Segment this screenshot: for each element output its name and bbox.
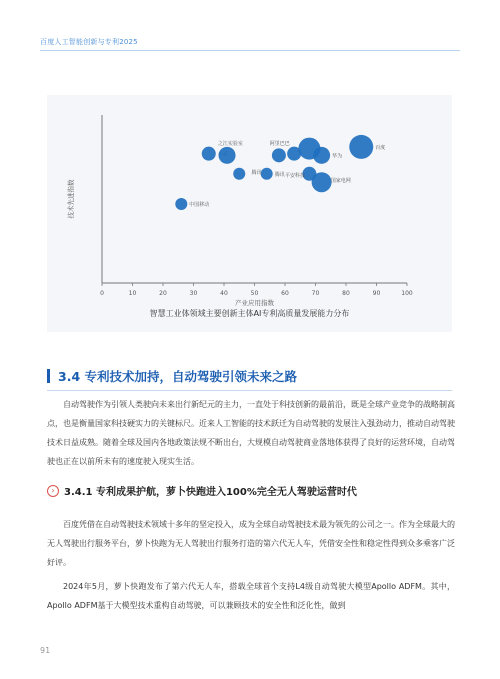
x-tick-label: 10 [128, 290, 137, 297]
subsection-title: 3.4.1 专利成果护航，萝卜快跑进入100%完全无人驾驶运营时代 [64, 487, 357, 498]
section-accent-bar [47, 369, 50, 383]
section-title: 3.4 专利技术加持，自动驾驶引领未来之路 [58, 369, 297, 384]
bubble-chart-panel [47, 95, 452, 332]
paragraph-baidu: 百度凭借在自动驾驶技术领域十多年的坚定投入，成为全球自动驾驶技术最为领先的公司之一。作为全球最大的无人驾驶出行服务平台，萝卜快跑为无人驾驶出行服务打造的第六代无人车，凭借安全性和稳定性得到众多乘客广泛好评。 [47, 520, 455, 567]
header-divider [40, 50, 460, 51]
x-tick-label: 60 [281, 290, 289, 297]
bubble-label: 百度 [375, 144, 386, 151]
bubble-label: 中国移动 [189, 202, 210, 209]
bubble-label: 腾讯 [274, 171, 285, 178]
bubble [219, 147, 236, 164]
section-heading [47, 367, 297, 385]
entity-label: 阿里巴巴 [269, 141, 290, 148]
bubble-label: 华为 [332, 153, 343, 160]
bubble [313, 147, 330, 164]
x-axis-label: 产业应用指数 [235, 299, 274, 307]
bubble [233, 168, 245, 180]
bubble [202, 147, 216, 161]
bubble [312, 172, 332, 192]
x-tick-label: 100 [401, 290, 413, 297]
bubble [175, 198, 187, 210]
chevron-right-icon: › [47, 485, 59, 497]
x-tick-label: 30 [189, 290, 198, 297]
entity-label: 腾讯 [251, 169, 262, 176]
entity-label: 平安科技 [285, 173, 306, 180]
bubble-chart [47, 95, 452, 332]
entity-label: 国家电网 [330, 178, 351, 185]
x-tick-label: 70 [311, 290, 320, 297]
x-tick-label: 90 [372, 290, 381, 297]
x-tick-label: 40 [220, 290, 228, 297]
x-tick-label: 80 [342, 290, 350, 297]
x-tick-label: 0 [100, 290, 104, 297]
x-tick-label: 20 [159, 290, 167, 297]
running-header: 百度人工智能创新与专利2025 [40, 38, 138, 46]
x-tick-label: 50 [250, 290, 259, 297]
bubble [349, 135, 373, 159]
bubble [272, 148, 286, 162]
chart-caption: 智慧工业体领域主要创新主体AI专利高质量发展能力分布 [149, 309, 350, 318]
section-divider [47, 390, 452, 391]
y-axis-label: 技术先进指数 [67, 179, 75, 219]
paragraph-apollo: 2024年5月，萝卜快跑发布了第六代无人车，搭载全球首个支持L4级自动驾驶大模型Apollo ADFM。其中，Apollo ADFM基于大模型技术重构自动驾驶，可以兼顾技术的安全性和泛化性，做到 [47, 582, 455, 610]
page-number: 91 [40, 646, 51, 655]
subsection-heading [47, 483, 357, 498]
entity-label: 之江实验室 [217, 141, 243, 148]
paragraph-autonomous-driving: 自动驾驶作为引领人类驶向未来出行新纪元的主力，一直处于科技创新的最前沿，既是全球产业竞争的战略制高点，也是衡量国家科技硬实力的关键标尺。近来人工智能的技术跃迁为自动驾驶的发展注入强劲动力，推动自动驾驶技术日益成熟。随着全球及国内各地政策法规不断出台，大规模自动驾驶商业落地体获得了良好的运营环境，自动驾驶也正在以前所未有的速度驶入现实生活。 [47, 400, 455, 466]
bubble [261, 168, 273, 180]
